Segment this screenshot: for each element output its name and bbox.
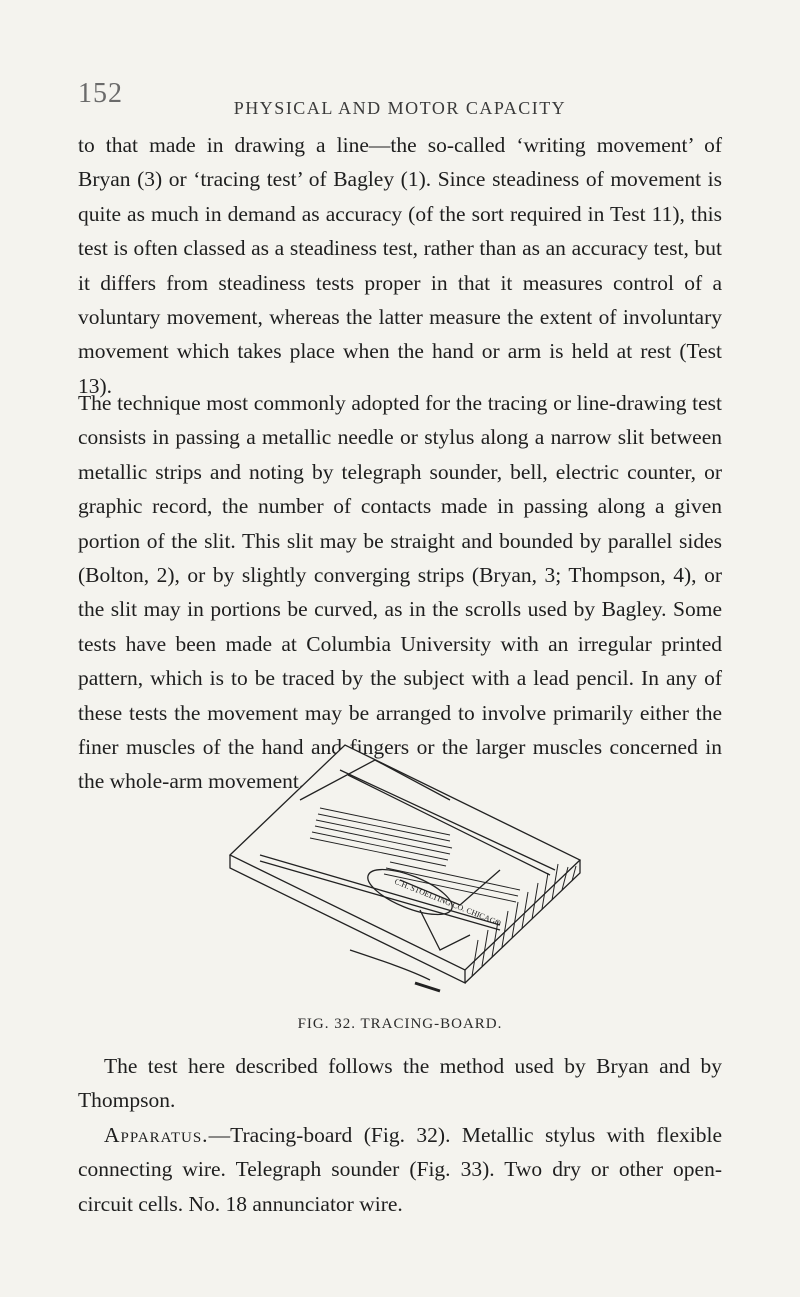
paragraph-2	[78, 386, 722, 799]
paragraph-2-text: The technique most commonly adopted for the tracing or line-drawing test consists in passing a metallic needle or stylus along a narrow slit between metallic strips and noting by telegraph sounder, bell, electric counter, or graphic record, the number of contacts made in passing along a given portion of the slit. This slit may be straight and bounded by parallel sides (Bolton, 2), or by slightly converging strips (Bryan, 3; Thompson, 4), or the slit may in portions be curved, as in the scrolls used by Bagley. Some tests have been made at Columbia University with an irregular printed pattern, which is to be traced by the subject with a lead pencil. In any of these tests the movement may be arranged to involve primarily either the finer muscles of the hand and fingers or the larger muscles concerned in the whole-arm movement.	[78, 391, 722, 794]
board-label: C.H. STOELTING CO. CHICAGO	[393, 876, 503, 928]
apparatus-text: —Tracing-board (Fig. 32). Metallic stylus with flexible connecting wire. Telegraph sounder (Fig. 33). Two dry or other open-circuit cells. No. 18 annunciator wire.	[78, 1122, 722, 1216]
page-number: 152	[78, 78, 123, 109]
paragraph-1	[78, 128, 722, 403]
figure-caption: FIG. 32. TRACING-BOARD.	[297, 1016, 503, 1032]
paragraph-3-text: The test here described follows the method used by Bryan and by Thompson.	[78, 1054, 722, 1113]
paragraph-4	[78, 1118, 722, 1221]
paragraph-3	[78, 1049, 722, 1221]
tracing-board-figure	[200, 740, 600, 1030]
tracing-board-illustration	[200, 740, 600, 1030]
apparatus-label: Apparatus.	[104, 1122, 209, 1147]
paragraph-1-text: to that made in drawing a line—the so-called ‘writing movement’ of Bryan (3) or ‘tracing test’ of Bagley (1). Since steadiness of movement is quite as much in demand as accuracy (of the sort required in Test 11), this test is often classed as a steadiness test, rather than as an accuracy test, but it differs from steadiness tests proper in that it measures control of a voluntary movement, whereas the latter measure the extent of involuntary movement which takes place when the hand or arm is held at rest (Test 13).	[78, 133, 722, 398]
running-head: PHYSICAL AND MOTOR CAPACITY	[233, 98, 567, 118]
